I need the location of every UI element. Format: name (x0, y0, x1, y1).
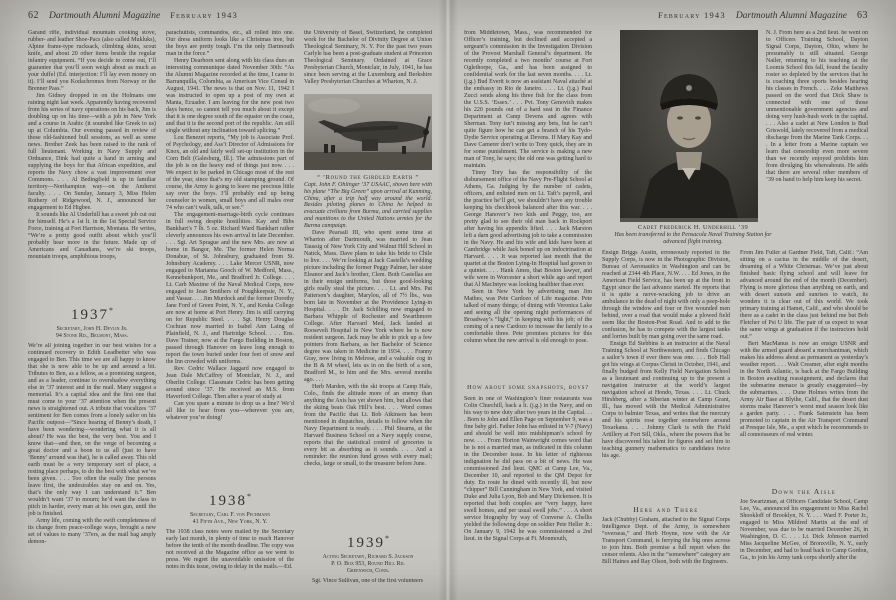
side-text-column (758, 30, 868, 222)
right-column-3 (740, 250, 868, 588)
left-column-3 (304, 30, 432, 588)
column-text-block (740, 499, 868, 588)
body-paragraph: Ensign Ed Stebbins is an instructor at the Naval Training School at Northwestern, and finds Chicago a sailor’s town if ever there was one. . . . Bob Hall got his wings at Corpus Christi in October, 1941, and finally budged from Kelly Field Navigation School as a lieutenant and continuing up to the present a navigation instructor at the world’s largest navigation school at Hondo, Texas. . . . Lt. Chuck Hirshberg, after a Siberian winter at Camp Grant, Ill., has moved with the Medical Administrative Corps to balmier Texas, and writes that the mercury and his spirits rose together somewhere around Texarkana. . . . Johnny Clark is with the Field Artillery at Fort Sill, Okla., where the powers that be have discovered his talent for figures and set him to teaching gunnery mathematics to candidates twice his age. (602, 340, 730, 459)
body-paragraph: Seen in New York by advertising man Jim Mathes, was Pete Cardozo of Life magazine. Pete talked of many things; of dining with Veronica Lake and seeing all the opening night performances of Broadway’s “light,” in keeping with his job; of the coming of a new Cardozo to increase the family to a comfortable three. Pete promises pictures for this column when the new arrival is old enough to pose. (464, 289, 592, 344)
cadet-caption-name: Cadet Frederick H. Underhill ’39 (637, 224, 749, 231)
class-star: * (109, 306, 113, 315)
left-running-head (28, 10, 432, 24)
class-year: 1937 (71, 307, 109, 323)
right-page-number: 63 (857, 10, 868, 21)
body-paragraph: Sgt. Vince Sullivan, one of the first volunteers (312, 578, 424, 584)
column-text-block (28, 30, 156, 296)
body-paragraph: Jim Gidney dropped in on the Holmans one raining night last week. Apparently having recovered from his series of navy operations on his back, Jim is doubling up on his time—with a job in New York and a course in Arabic (it sounded like Greek to us) up at Columbia. Our evening passed in review of those old-fashioned bull sessions, as well as some news. Brother Zeek has been raised to the rank of full lieutenant. Working in Navy Supply and Ordnance, Dink had quite a hand in arming and supplying the boys for that African expedition, and reports the Navy chow a vast improvement over Commons. . . . Al Bedingfield is up in familiar territory—Northampton way—on the Amherst faculty. . . . On Sunday, January 3, Miss Helen Rothery of Ridgewood, N. J., announced her engagement to Ed Higbee. (28, 93, 156, 211)
body-paragraph: from Middletown, Mass., was recommended for Officer’s training, but declined and accepted a sergeant’s commission in the Investigation Division of the Provost Marshall General’s department. He recently completed a two months’ course at Fort Oglethorpe, Ga., and has been assigned to confidential work for the last seven months. . . . Lt. (j.g.) Bud Everit is now an assistant Naval attaché at the embassy in Rio de Janeiro. . . . Lt. (j.g.) Paul Zucci sends along his three fish for the class from the U.S.S. ‘Essex.’ . . . Pvt. Tony Genovich makes his 220 pounds out of a hard seat in the Finance Department at Camp Devens and agrees with Sherman. Tony isn’t missing any bets, but he can’t quite figure how he can get a branch of his Tydo-Dydie Service operating at Devens. If Mary Kay and Dave Camerer don’t write to Tony quick, they are in for some punishment. The service is making a new man of Tony, he says; the old one was getting hard to maintain. (464, 30, 592, 169)
column-text-block (602, 250, 730, 500)
airplane-photo-caption-title: “ ’Round the Girdled Earth ” (317, 174, 419, 181)
secretary-address: 41 Fifth Ave., New York, N. Y. (192, 519, 268, 525)
column-text-block (464, 30, 592, 380)
class-year: 1938 (209, 493, 247, 509)
airplane-photo-illustration (304, 94, 432, 170)
secretary-line: Secretary, John H. Devlin Jr. (56, 326, 128, 332)
body-paragraph: Jack (Chubby) Graham, attached to the Signal Corps Intelligence Dept. of the Army, is somewhere “overseas,” and Herb Hoyne, now with the Air Transport Command, is ferrying the big ones across to join him. Both promise a full report when the censor relents. Also in the “somewhere” category are Bill Haines and Ray Olson, both with the Engineers. (602, 516, 730, 565)
column-text-block (740, 250, 868, 482)
left-column-1 (28, 30, 156, 588)
class-year: 1939 (347, 535, 385, 551)
left-column-2 (166, 30, 294, 588)
magazine-title: Dartmouth Alumni Magazine (49, 11, 161, 21)
column-text-block (602, 517, 730, 588)
secretary-address: Greenwich, Conn. (346, 568, 390, 574)
class-star: * (247, 492, 251, 501)
body-paragraph: Herb Marden, with the ski troops at Camp Hale, Colo., finds the altitude more of an enemy than anything the Axis has yet shown him, but allows that the skiing beats Oak Hill’s best. . . . Word comes from the Pacific that Lt. Bob Atkinson has been mentioned in dispatches, details to follow when the Navy Department is ready. . . . Phil Stearns, at the Harvard Business School on a Navy supply course, reports that the statistical control of groceries is every bit as absorbing as it sounds. . . . And a reminder: the reunion fund grows with every mail; checks, large or small, to the treasurer before June. (304, 384, 432, 467)
right-page (448, 0, 896, 600)
down-the-aisle-heading: Down the Aisle (771, 486, 837, 496)
secretary-address: P. O. Box 953, Round Hill Rd. (331, 561, 405, 567)
body-paragraph: Joe Swartzman, at Officers Candidate School, Camp Lee, Va., announced his engagement to Miss Rachel Shookloff of Brooklyn, N. Y. . . . Ward F. Porter Jr., engaged to Miss Mildred Martin at the end of November, was due to be married December 26, in Washington, D. C. . . . Lt. Dick Johnson married Miss Jacqueline McGee, of Bronxville, N. Y., early in December, and had to head back to Camp Gordon, Ga., to join his Army tank corps shortly after the (740, 498, 868, 561)
column-text-block (166, 30, 294, 482)
column-text-block (464, 396, 592, 588)
body-paragraph: Army life, coming with the swift completeness of its change from peace-college ways, brought a new set of values to many ’37ers, as the mail bag amply demon- (28, 518, 156, 545)
class-star: * (385, 534, 389, 543)
body-paragraph: the University of Basel, Switzerland, he completed work for the Bachelor of Divinity Degree at Union Theological Seminary, N. Y. For the past two years Carlyle has been a post-graduate student at Princeton Theological Seminary. Ordained at Grace Presbyterian Church, Montclair, in July, 1941, he has since been serving at the Luxemburg and Berkshire Valley Presbyterian Churches at Wharton, N. J. (304, 30, 432, 85)
left-page-number: 62 (28, 10, 39, 21)
body-paragraph: The engagement-marriage-birth cycle continues in full swing despite hostilities. Kay and Bibs Bankhart’s 7 lb. 5 oz. Richard Ward Bankhart rather cleverly announces his own arrival in late December. . . . Sgt. Art Sprague and the new Mrs. are now at home in Bangor, Me. The former Helen Norma Donahue, of St. Johnsbury, graduated from St. Johnsbury Academy. . . . Lake Mercer USNR, now engaged to Marianna Gooch of W. Medford, Mass., Kennebunkport, Me., and Bradford Jr. College. . . . Lt. Carb Maxime of the Naval Medical Corps, now engaged to Jean Smithers of Poughkeepsie, N. Y., and Vassar. . . . Jim Murdock and the former Dorothy Jane Ford of Green Point, N. Y., and Keuka College are now at home at Port Henry. Jim is still carrying on for Republic Steel. . . . Sgt. Henry Douglas Cochran now married to Isabel Ann Laing of Plainfield, N. J., and Hartridge School. . . . Ens. Dave Trainer, now at the Fargo Building in Boston, passed through Hanover on leave long enough to report the town buried under four feet of snow and the Inn crowded with uniforms. (166, 212, 294, 365)
body-paragraph: Bert MacManus is now an ensign USNR and with the armed guard aboard a merchantman, which makes his address about as permanent as yesterday’s weather report. . . . Walt Creamer, after eight months in the North Atlantic, is back at the Fargo Building in Boston awaiting reassignment, and declares that the submarine menace is greatly exaggerated—by the submarines. . . . Dune Holmes writes from the Army Air Base at Blythe, Calif., that the desert dust storms make Hanover’s worst mud season look like a garden party. . . . Frank Satenstein has been promoted to captain in the Air Transport Command at Presque Isle, Me., a spot which he recommends to all connoisseurs of real winter. (740, 340, 868, 438)
issue-date: February 1943 (170, 10, 238, 20)
body-paragraph: Dave Pearsall III, who spent some time at Wharton after Dartmouth, was married to Jean Taussig of New York City and Walnut Hill School in Natick, Mass. Dave plans to take his bride to Chile to live. . . . We’re looking at Jack Castella’s wedding picture including the former Peggy Palmer, her sister Eleanor and Jack’s brother, Clem. Both Castellas are in their ensign uniforms, but those good-looking girls really steal the picture. . . . Lt. and Mrs. Pat Patterson’s daughter, Marylou, all of 7½ lbs., was born late in November at the Providence Lying-in Hospital. . . . Dr. Jack Schilling now engaged to Barbara Whipple of Rochester and Swarthmore College. After Harvard Med, Jack landed at Roosevelt Hospital in New York where he is now resident surgeon. Jack may be able to pick up a few pointers from Barbara, as her Bachelor of Science degree was taken in Medicine in 1934. . . . Franny Gray, now living in Melrose, and a valuable cog in the B & M wheel, lets us in on the birth of a son, Bradford M., to him and the Mrs. several months ago. . . . (304, 230, 432, 383)
body-paragraph: Lou Benezet reports, “My job is Associate Prof. of Psychology, and Ass’t Director of Admissions for Knox, an old and fairly well set-up institution in the Corn Belt (Galesburg, Ill.). The admissions part of the job is on the heavy end of things just now. . . . We expect to be parked in Chicago most of the rest of the year, since that’s my old stamping ground. Of course, the Army is going to leave me precious little say over the boys. I’ll probably end up being counselor to women, small boys and all males over 74 who can’t walk, talk, or see.” (166, 135, 294, 211)
body-paragraph: The 1938 class notes were mailed by the Secretary early last month, in plenty of time to reach Hanover before the tenth of the month deadline. The copy was not received at the Magazine office as we went to press. We regret the unavoidable omission of the notes in this issue, owing to delay in the mails.—Ed. (166, 529, 294, 570)
cadet-caption-text: Has been transferred to the Pensacola Naval Training Station for advanced flight training. (614, 232, 772, 245)
column-text-block (304, 230, 432, 524)
body-paragraph: Henry Dearborn sent along with his class dues an interesting communique dated November 30th: “As the Alumni Magazine recorded at the time, I came to Barranquilla, Colombia, as American Vice Consul in August, 1941. The news is that on Nov. 11, 1942 I was instructed to open up a post of my own at Manta, Ecuador. I am leaving for the new post two days hence, so cannot tell you much about it except that it is one degree south of the equator on the coast, and that it is the second port of the republic. Am still single without any inclination toward splicing.” (166, 58, 294, 134)
class-heading-1938 (166, 489, 294, 509)
right-running-head (464, 10, 868, 24)
cadet-photo-row (602, 30, 868, 222)
column-text-block (304, 30, 432, 92)
cadet-photo-caption (604, 224, 782, 246)
airplane-photo (304, 94, 432, 170)
body-paragraph: Seen in one of Washington’s finer restaurants was Colin Churchill, back a lt. (j.g.) in the Navy, and on his way to new duty after two years in the Capital. . . . Born to John and Ellen Page on September 9, was a fine baby girl. Father John has enlisted in V-7 (Navy) and should be well into midshipman’s school by now. . . . From Horton Wainwright comes word that he is not a married man, as indicated in this column in the December issue. In his letter of righteous indignation he did pass on a bit of news. He was commissioned 2nd lieut. QMC at Camp Lee, Va., December 10, and reported to the QM Depot for duty. En route he dined with recently ill, but now “chipper” Bill Cunningham in New York, and visited Duke and Julia Lyon, Bob and Mary Dickenson. It is reported that both couples are “very happy, have swell homes, and per usual swell jobs.” . . . A short service biography by way of Converse A. Chellis yielded the following dope on soldier Pete Heller Jr.: On January 9, 1942 he was commissioned a 2nd lieut. in the Signal Corps at Ft. Monmouth, (464, 396, 592, 542)
body-paragraph: Garand rifle, individual mountain cooking stove, rubber- and leather Shoe-Pacs (also called Mukluks), Alpine frame-type rucksack, climbing skins, scout knife, and about 20 other items beside the regular infantry equipment. “If you decide to come out, I’ll guarantee that you’ll soon weigh about as much as your duffel (Ed. interjection: I’ll lay even money on it). I’ll send you Kodachromes from Norway or the Brenner Pass.” (28, 30, 156, 92)
secretary-address: 94 Stone Rd., Belmont, Mass. (55, 333, 129, 339)
class-heading-1937 (28, 303, 156, 323)
right-column-2 (602, 250, 730, 588)
cadet-photo-illustration (620, 30, 758, 218)
airplane-photo-caption: Capt. John F. Ohlinger ’37 USAAC, shown here with his plane “The Big Green” upon arrival at Kunming, China, after a trip half way around the world. Besides piloting planes to China he helped to evacuate civilians from Burma, and carried supplies and munitions to the United Nations armies for the Burma campaign. (304, 182, 432, 228)
body-paragraph: Tinny Tory has the responsibility of the disbursement office of the Navy Pre-Flight School at Athens, Ga. Judging by the number of cadets, officers, and enlisted men on Lt. Taft’s payroll, and the practice he’ll get, we shouldn’t have any trouble keeping his checkbook balanced after this war. . . . George Hanover’s two kids and Peggy, too, are pretty glad to see their old man back in Rockport after having his appendix lifted. . . . Jack Marston left a darn good advertising job to take a commission in the Navy. He and his wife and kids have been at Cambridge while Jack boned up on indoctrination at Harvard. . . . It was reported last month that the quartet at the Boston Lying-In Hospital had grown to a quintet. . . . Hank Ames, that Boston lawyer, and wife were in Worcester a short while ago and report that Al MacIntyre was looking healthier than ever. (464, 170, 592, 288)
body-paragraph: It sounds like Al Underhill has a sweet job cut out for himself. He’s a 1st lt. in the 1st Special Service Force, training at Fort Harrison, Montana. He writes, “We’re a pretty good outfit about which you’ll probably hear more in the future. Made up of Americans and Canadians, we’re ski troops, mountain troops, amphibious troops, (28, 212, 156, 260)
secretary-line: Acting Secretary, Richard S. Jackson (322, 554, 414, 560)
issue-date: February 1943 (658, 10, 726, 20)
secretary-line: Secretary, Carl F. von Pechmann (190, 512, 270, 518)
cadet-photo (620, 30, 758, 222)
column-text-block (304, 578, 432, 588)
snapshots-callout: How about some snapshots, boys? (467, 384, 589, 391)
body-paragraph: N. J. From here as a 2nd lieut. he went on to Officers Training School, Dayton Signal Corps, Dayton, Ohio, where he presumably is still situated. George Nailer, returning to his teaching at the Loomis School this fall, found the faculty roster so depleted by the services that he is coaching three sports besides hearing his classes in French. . . . Zeke Matthews passed on the word that Dick Shaw is connected with one of those unmentionable government agencies and doing very hush-hush work in the capital. . . . Also a cadet at New London is Bud Griswold, lately recovered from a medical discharge from the Marine Tank Corps. . . . In a letter from a Marine captain we learn that censorship even more severe than we recently enjoyed prohibits him from divulging his whereabouts. He adds that there are several other members of ’39 on hand to help him keep his secret. (766, 30, 868, 183)
here-and-there-heading: Here and There (633, 504, 699, 514)
body-paragraph: We’re all joining together in our best wishes for a continued recovery to Edith Leadbetter who was engaged to Ben. This time we are all happy to know that she is now able to be up and around a bit. Tributes to Ben, as a fellow, as a promising surgeon, and as a leader, continue to overshadow everything else in ’37 interest and in the mail. Many suggest a memorial. It’s a capital idea and the first one that must come to your ’37 attention when the present news is straightened out. A tribute that vocalizes ’37 sentiment for Ben comes from a lonely sailor on his Pacific outpost—“Since hearing of Benny’s death, I have been wondering—wondering what it is all about? He was the best, the very best. You and I know that—and then, on the verge of becoming a great doctor and a boon to us all (just to have ‘Benny’ around was that), he is called away. This old earth must be a very temporary sort of place, a resting place perhaps, to do the best with what we’ve been given. . . . Too often the really fine persons leave first, the undesirables stay on and on. Yes, that’s the only way I can understand it.” Ben wouldn’t want ’37 to mourn; he’d want the class to pitch in harder, every man at his own gun, until the job is finished. (28, 343, 156, 517)
body-paragraph: From Jim Fuller at Gardner Field, Taft, Calif.: “Am sitting on a cactus in the middle of the desert, dreaming of a White Christmas. We’ve just about finished basic flying school and will leave for advanced around the end of the month (December). Flying is more glorious than anything on earth, and with desert sunsets and sunrises to watch, its wonders it is clear out of this world. We took primary training at Hamet, Calif., and who should be there as a cadet in the class just behind me but Bob Fletcher of Psi U life. The pair of us expect to wear the same wings at graduation if the instructors hold out.” (740, 249, 868, 340)
right-column-1 (464, 30, 592, 588)
body-paragraph: Rev. Cedric Wallace Jaggard now engaged to Jean Dale McCaffrey of Montclair, N. J., and Oberlin College. Classmate Cedric has been getting around since ’37. He received an M.S. from Haverford College. Then after a year of study at (166, 366, 294, 400)
body-paragraph: Can you spare a minute to drop us a line? We’d all like to hear from you—wherever you are, whatever you’re doing! (166, 401, 294, 421)
right-columns-2-3 (602, 30, 868, 588)
magazine-title: Dartmouth Alumni Magazine (735, 11, 847, 21)
column-text-block (28, 343, 156, 588)
body-paragraph: parachutists, commandos, etc., all rolled into one. Our dress uniform looks like a Christmas tree, but the boys are pretty tough. I’m the only Dartmouth man in the force.” (166, 30, 294, 57)
column-text-block (166, 529, 294, 588)
class-heading-1939 (304, 531, 432, 551)
body-paragraph: Ensign Briggs Austin, erroneously reported in the Supply Corps, is now in the Photographic Division, Bureau of Aeronautics in Washington and can be reached at 2344 4th Place, N.W. . . . Ed Jones, in the American Field Service, has been up at the front in Egypt since the last advance started. He reports that it is quite a nerve-wracking job to drive an ambulance in the dead of night with only a peep-hole through the window and four or five wounded men behind, over a road that would make a plowed field seem like the Boston-Post Road. And to add to the confusion, he has to compete with the largest tanks and lorries built by man going over the same road. (602, 249, 730, 340)
